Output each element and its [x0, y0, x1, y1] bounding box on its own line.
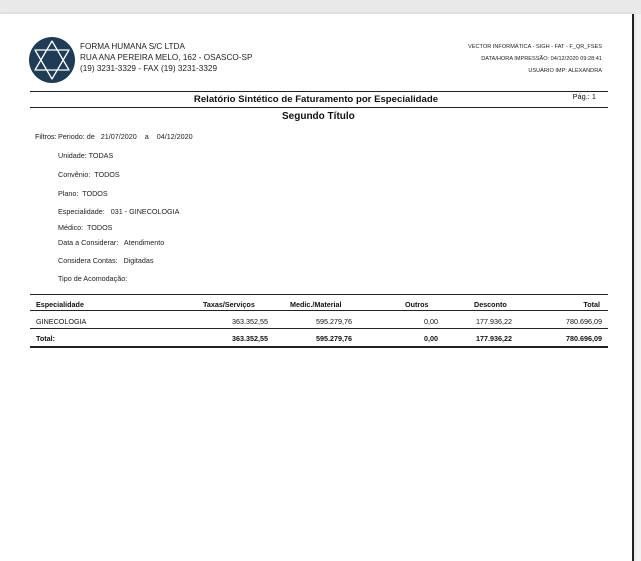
total-total: 780.696,09 — [566, 334, 602, 343]
col-header-medic: Medic./Material — [290, 300, 342, 309]
company-address: RUA ANA PEREIRA MELO, 162 - OSASCO-SP — [80, 53, 253, 62]
table-top-rule — [30, 294, 608, 295]
company-info — [80, 41, 252, 74]
filter-especialidade: Especialidade: 031 - GINECOLOGIA — [58, 207, 180, 216]
col-header-especialidade: Especialidade — [36, 300, 84, 309]
col-header-total: Total — [583, 300, 600, 309]
col-header-outros: Outros — [405, 300, 429, 309]
cell-outros: 0,00 — [424, 317, 438, 326]
cell-taxas: 363.352,55 — [232, 317, 268, 326]
filter-plano: Plano: TODOS — [58, 189, 108, 198]
filter-considera-contas: Considera Contas: Digitadas — [58, 256, 154, 265]
total-medic: 595.279,76 — [316, 334, 352, 343]
header-rule — [30, 310, 608, 311]
filter-data-considerar: Data a Considerar: Atendimento — [58, 238, 165, 247]
filter-medico: Médico: TODOS — [58, 223, 113, 232]
cell-medic: 595.279,76 — [316, 317, 352, 326]
print-datetime: DATA/HORA IMPRESSÃO: 04/12/2020 09:28:41 — [481, 56, 602, 62]
filters-label: Filtros: — [35, 132, 57, 141]
cell-especialidade: GINECOLOGIA — [36, 317, 87, 326]
table-bottom-rule — [30, 346, 608, 348]
filter-tipo-acomodacao: Tipo de Acomodação: — [58, 274, 128, 283]
title-divider — [30, 107, 608, 108]
col-header-desconto: Desconto — [474, 300, 507, 309]
filter-periodo: Periodo: de 21/07/2020 a 04/12/2020 — [58, 132, 193, 141]
cell-desconto: 177.936,22 — [476, 317, 512, 326]
company-logo — [28, 36, 76, 84]
header-divider — [30, 91, 608, 92]
company-phone: (19) 3231-3329 - FAX (19) 3231-3329 — [80, 64, 218, 73]
col-header-taxas: Taxas/Serviços — [203, 300, 255, 309]
filter-convenio: Convênio: TODOS — [58, 170, 120, 179]
company-name: FORMA HUMANA S/C LTDA — [80, 42, 185, 51]
viewer-top-bar — [0, 0, 641, 14]
total-taxas: 363.352,55 — [232, 334, 268, 343]
row-rule — [30, 328, 608, 329]
cell-total: 780.696,09 — [566, 317, 602, 326]
total-outros: 0,00 — [424, 334, 438, 343]
print-user: USUÁRIO IMP: ALEXANDRA — [528, 68, 602, 74]
report-title: Relatório Sintético de Faturamento por Especialidade — [193, 94, 439, 105]
page-number: Pág.: 1 — [572, 92, 596, 101]
total-label: Total: — [36, 334, 56, 343]
system-info — [468, 41, 602, 77]
report-page — [0, 14, 634, 561]
total-desconto: 177.936,22 — [476, 334, 512, 343]
report-subtitle: Segundo Título — [282, 111, 355, 122]
system-line-1: VECTOR INFORMÁTICA - SIGH - FAT - F_QR_FSES — [468, 44, 602, 50]
filter-unidade: Unidade: TODAS — [58, 151, 114, 160]
